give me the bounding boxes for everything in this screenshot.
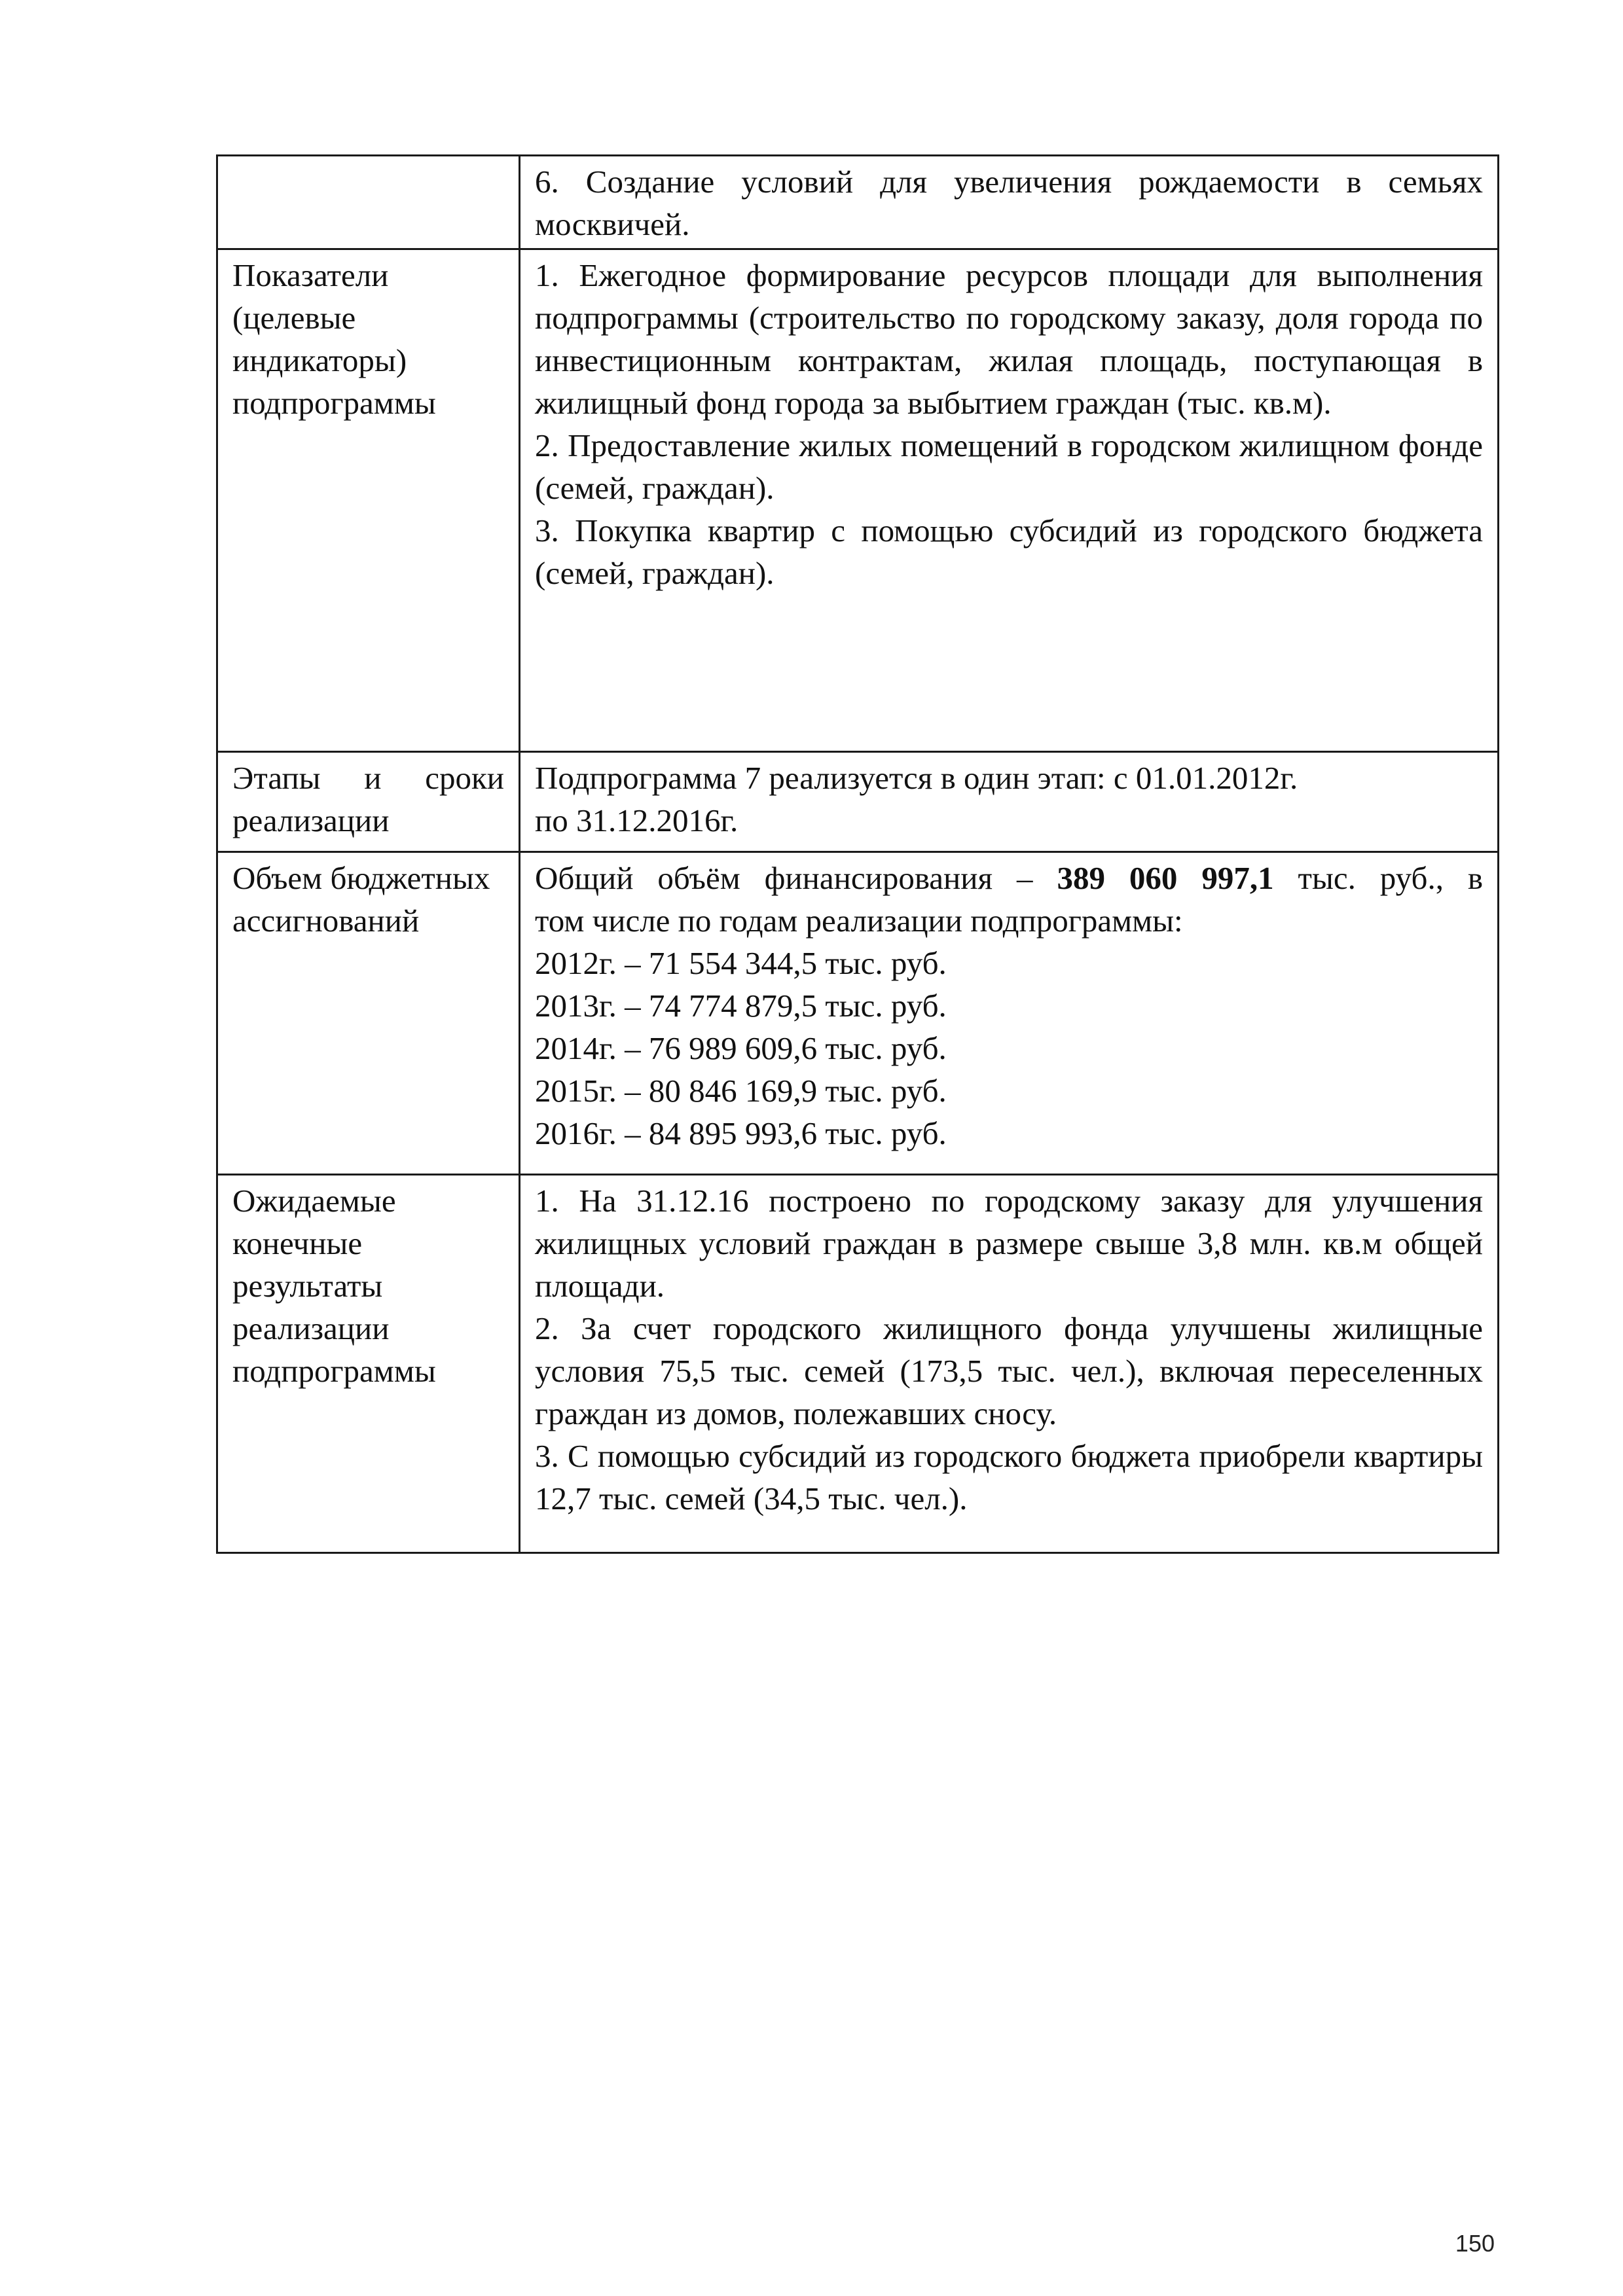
content-paragraph: 1. Ежегодное формирование ресурсов площади для выполнения подпрограммы (строительство по городскому заказу, доля города по инвестиционным контрактам, жилая площадь, поступающая в жилищный фонд города за выбытием граждан (тыс. кв.м).: [535, 257, 1483, 421]
total-funding-line2: том числе по годам реализации подпрограммы:: [535, 903, 1183, 939]
subprogram-passport-table: [216, 154, 1499, 1554]
content-paragraph: 2. Предоставление жилых помещений в городском жилищном фонде (семей, граждан).: [535, 427, 1483, 506]
content-paragraph: 6. Создание условий для увеличения рождаемости в семьях москвичей.: [535, 164, 1483, 242]
year-amount: 2015г. – 80 846 169,9 тыс. руб.: [535, 1073, 947, 1109]
table-row: [217, 1175, 1499, 1553]
row-content: [520, 1175, 1499, 1553]
row-content: [520, 852, 1499, 1175]
row-label-budget: [217, 852, 520, 1175]
content-paragraph: 3. С помощью субсидий из городского бюджета приобрели квартиры 12,7 тыс. семей (34,5 тыс. чел.).: [535, 1438, 1483, 1516]
table-row: [217, 752, 1499, 852]
label-text: Ожидаемые конечные результаты реализации подпрограммы: [232, 1183, 436, 1389]
table-row: [217, 249, 1499, 752]
label-text: реализации: [232, 802, 390, 838]
total-funding-line: [535, 857, 1483, 899]
label-text: Этапы и сроки: [232, 760, 504, 796]
content-paragraph: 1. На 31.12.16 построено по городскому заказу для улучшения жилищных условий граждан в размере свыше 3,8 млн. кв.м общей площади.: [535, 1183, 1483, 1304]
content-paragraph: Подпрограмма 7 реализуется в один этап: с 01.01.2012г.: [535, 760, 1298, 796]
total-prefix: Общий объём финансирования –: [535, 860, 1033, 896]
row-label-results: [217, 1175, 520, 1553]
row-content: [520, 156, 1499, 249]
row-label-indicators: [217, 249, 520, 752]
label-text: Показатели (целевые индикаторы) подпрограммы: [232, 257, 436, 421]
year-amount: 2014г. – 76 989 609,6 тыс. руб.: [535, 1030, 947, 1066]
label-text: Объем бюджетных ассигнований: [232, 860, 490, 939]
total-amount: 389 060 997,1: [1057, 860, 1274, 896]
table-row: [217, 852, 1499, 1175]
total-suffix: тыс. руб., в: [1298, 860, 1484, 896]
row-content: [520, 249, 1499, 752]
row-label-stages: [217, 752, 520, 852]
page-number: 150: [1455, 2230, 1495, 2257]
year-amount: 2012г. – 71 554 344,5 тыс. руб.: [535, 945, 947, 981]
year-amount: 2016г. – 84 895 993,6 тыс. руб.: [535, 1115, 947, 1151]
table-row: [217, 156, 1499, 249]
content-paragraph: 3. Покупка квартир с помощью субсидий из городского бюджета (семей, граждан).: [535, 512, 1483, 591]
row-label-empty: [217, 156, 520, 249]
content-paragraph: по 31.12.2016г.: [535, 802, 739, 838]
content-paragraph: 2. За счет городского жилищного фонда улучшены жилищные условия 75,5 тыс. семей (173,5 тыс. чел.), включая переселенных граждан из домов, полежавших сносу.: [535, 1310, 1483, 1431]
row-content: [520, 752, 1499, 852]
year-amount: 2013г. – 74 774 879,5 тыс. руб.: [535, 988, 947, 1024]
